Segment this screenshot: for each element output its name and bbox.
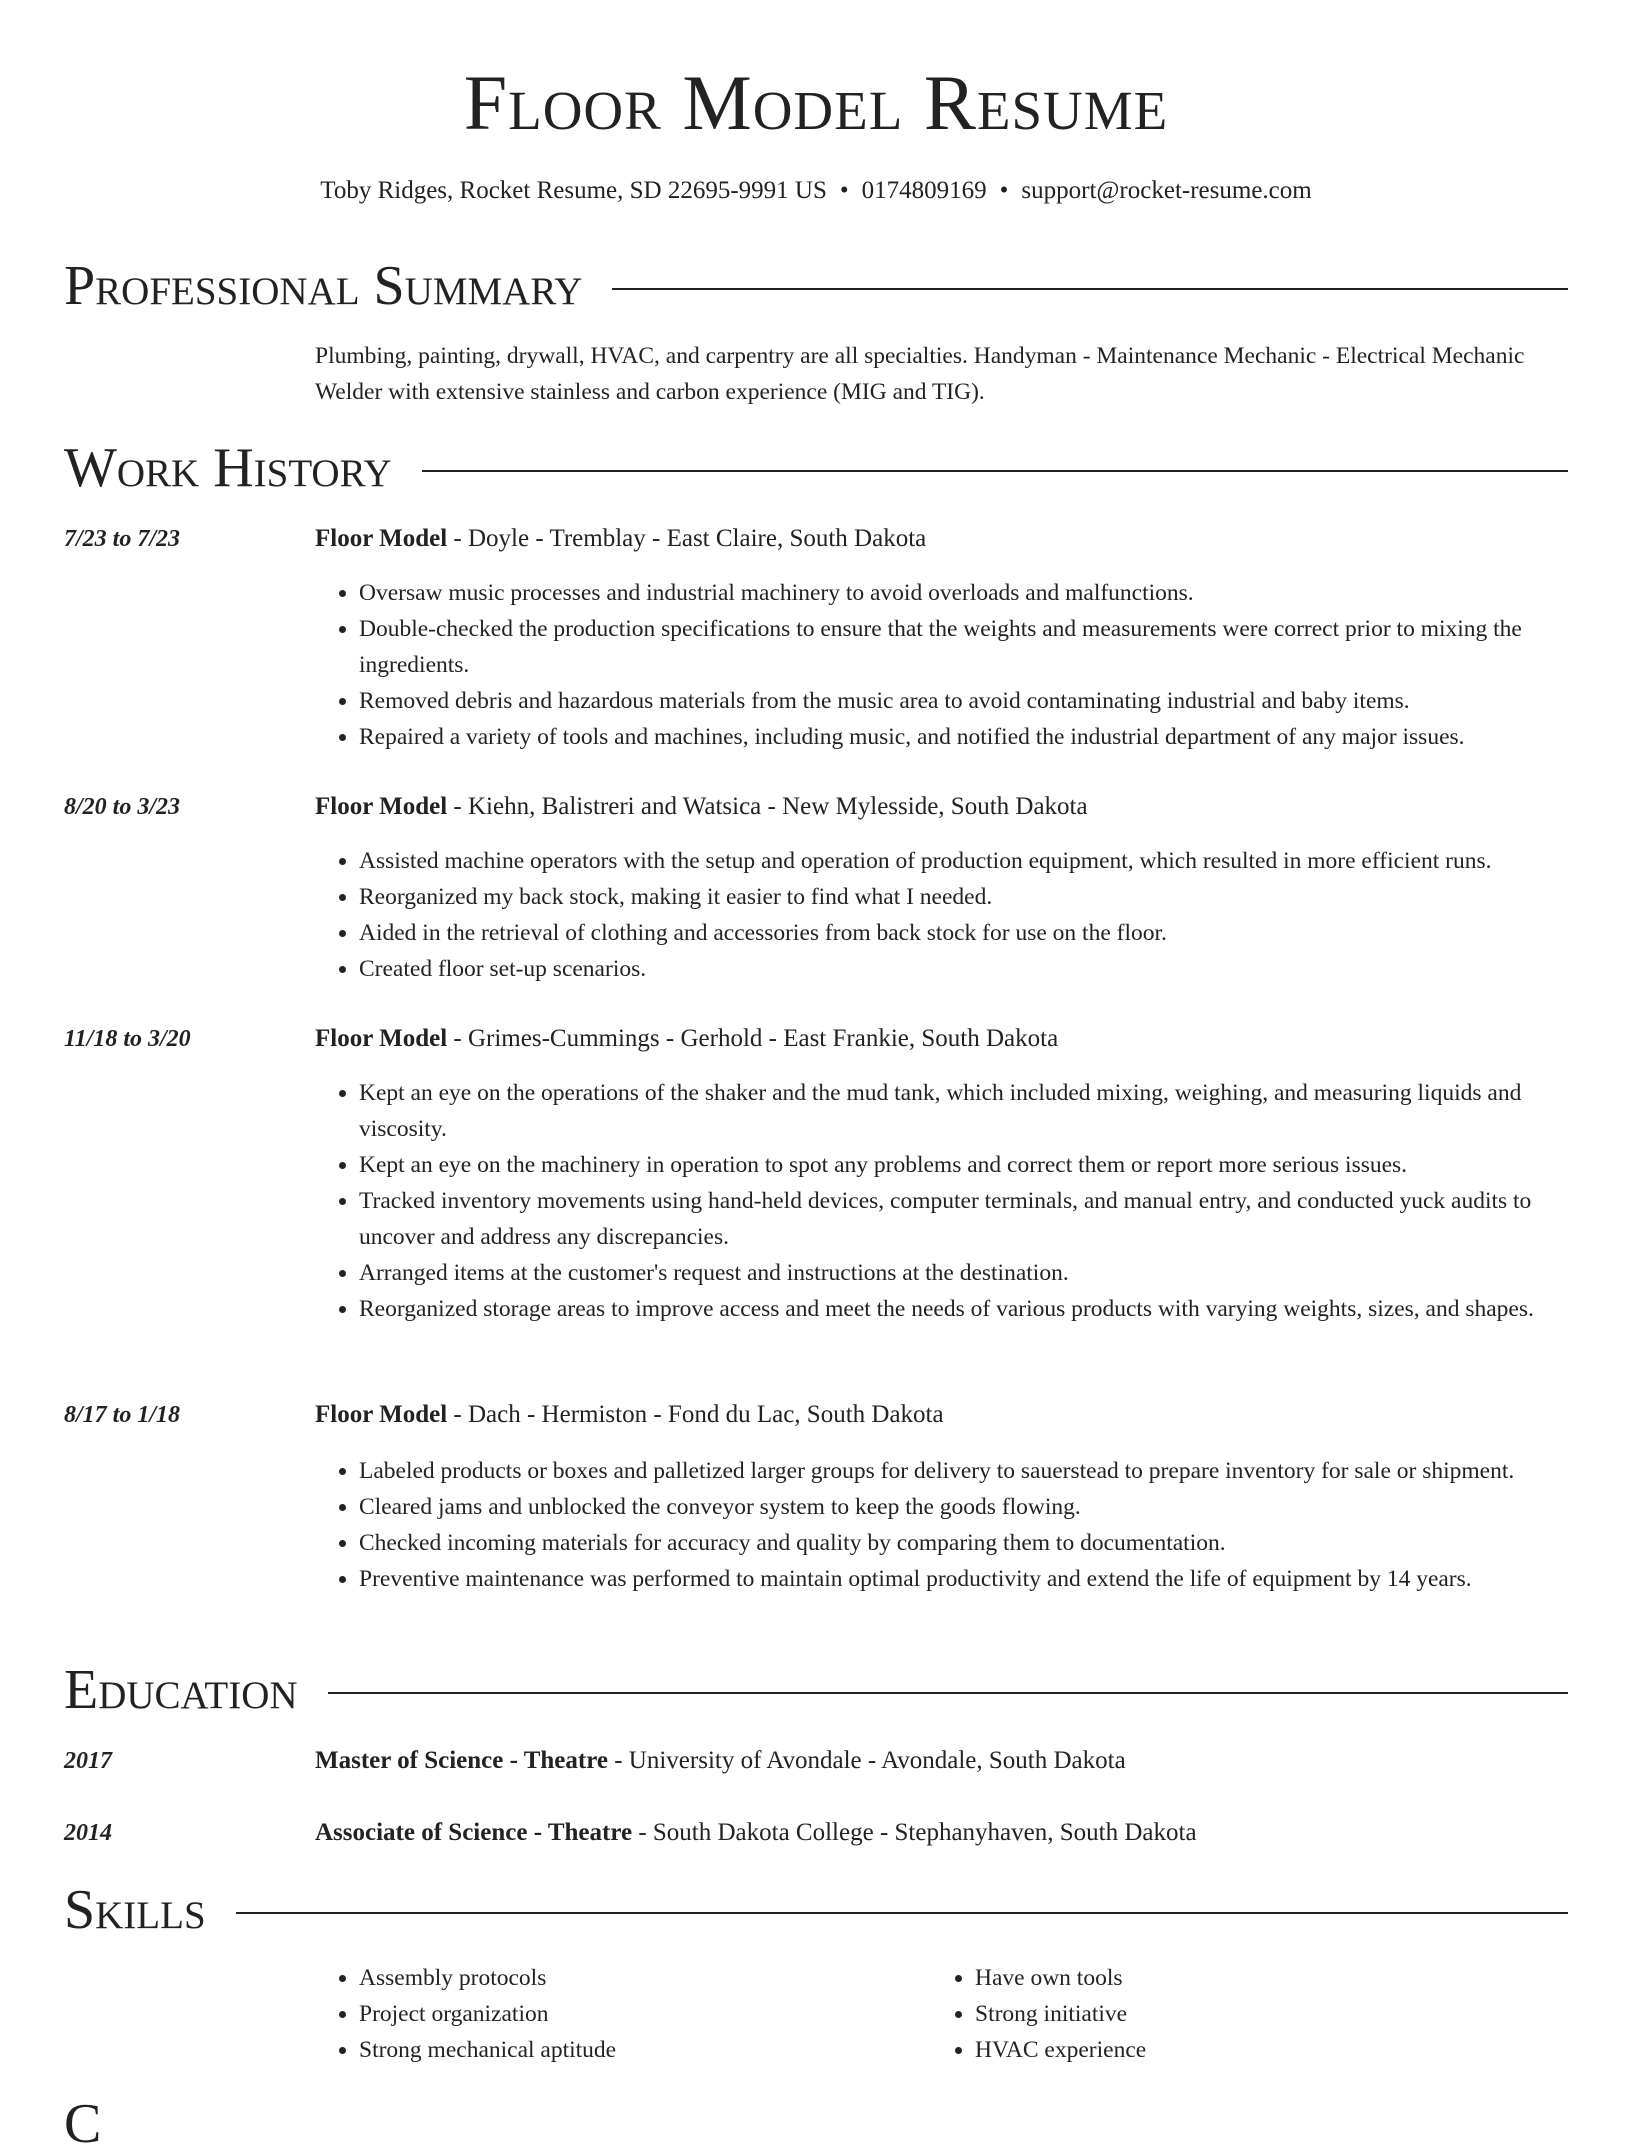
contact-email: support@rocket-resume.com bbox=[1021, 177, 1312, 204]
job-heading bbox=[315, 1398, 944, 1432]
contact-separator: • bbox=[999, 177, 1009, 204]
job-duties bbox=[315, 1453, 1579, 1597]
job-duty: • Kept an eye on the machinery in operation to spot any problems and correct them or report more serious issues. bbox=[359, 1147, 1579, 1183]
section-title: Professional Summary bbox=[64, 255, 583, 317]
education-year: 2014 bbox=[64, 1820, 112, 1846]
job-heading bbox=[315, 790, 1088, 824]
contact-separator: • bbox=[839, 177, 849, 204]
job-duty: • Kept an eye on the operations of the shaker and the mud tank, which included mixing, weighing, and measuring liquids and viscosity. bbox=[359, 1075, 1579, 1147]
education-degree: Master of Science - Theatre bbox=[315, 1747, 608, 1774]
job-duty: • Preventive maintenance was performed to maintain optimal productivity and extend the life of equipment by 14 years. bbox=[359, 1561, 1579, 1597]
section-header-skills bbox=[64, 1878, 1568, 1942]
skill-item: • Project organization bbox=[359, 1996, 616, 2032]
section-title: Education bbox=[64, 1659, 298, 1721]
section-rule bbox=[236, 1912, 1568, 1914]
job-duties bbox=[315, 1075, 1579, 1327]
job-duty: • Reorganized storage areas to improve access and meet the needs of various products with varying weights, sizes, and shapes. bbox=[359, 1291, 1579, 1327]
job-duty: • Assisted machine operators with the setup and operation of production equipment, which resulted in more efficient runs. bbox=[359, 843, 1579, 879]
job-title: Floor Model bbox=[315, 793, 448, 820]
job-dates: 7/23 to 7/23 bbox=[64, 526, 181, 552]
education-school: - South Dakota College - Stephanyhaven, South Dakota bbox=[632, 1819, 1197, 1846]
job-duty: • Cleared jams and unblocked the conveyor system to keep the goods flowing. bbox=[359, 1489, 1579, 1525]
job-employer: - Kiehn, Balistreri and Watsica - New Mylesside, South Dakota bbox=[447, 793, 1088, 820]
skills-list-right bbox=[931, 1960, 1146, 2068]
job-duties bbox=[315, 843, 1579, 987]
skill-item: • Have own tools bbox=[975, 1960, 1146, 1996]
section-header-education bbox=[64, 1658, 1568, 1722]
job-duty: • Created floor set-up scenarios. bbox=[359, 951, 1579, 987]
job-duty: • Tracked inventory movements using hand-held devices, computer terminals, and manual entry, and conducted yuck audits to uncover and address any discrepancies. bbox=[359, 1183, 1579, 1255]
section-rule bbox=[422, 470, 1568, 472]
job-duty: • Removed debris and hazardous materials from the music area to avoid contaminating industrial and baby items. bbox=[359, 683, 1579, 719]
job-heading bbox=[315, 522, 926, 556]
section-rule bbox=[328, 1692, 1568, 1694]
section-header-work-history bbox=[64, 436, 1568, 500]
education-year: 2017 bbox=[64, 1748, 112, 1774]
job-dates: 8/17 to 1/18 bbox=[64, 1402, 181, 1428]
education-heading bbox=[315, 1816, 1197, 1850]
job-title: Floor Model bbox=[315, 1025, 448, 1052]
job-duty: • Repaired a variety of tools and machines, including music, and notified the industrial department of any major issues. bbox=[359, 719, 1579, 755]
job-duty: • Oversaw music processes and industrial machinery to avoid overloads and malfunctions. bbox=[359, 575, 1579, 611]
skill-item: • Strong mechanical aptitude bbox=[359, 2032, 616, 2068]
job-title: Floor Model bbox=[315, 1401, 448, 1428]
job-duty: • Reorganized my back stock, making it easier to find what I needed. bbox=[359, 879, 1579, 915]
job-dates: 11/18 to 3/20 bbox=[64, 1026, 191, 1052]
section-title: Work History bbox=[64, 437, 392, 499]
job-duty: • Labeled products or boxes and palletized larger groups for delivery to sauerstead to prepare inventory for sale or shipment. bbox=[359, 1453, 1579, 1489]
education-school: - University of Avondale - Avondale, South Dakota bbox=[607, 1747, 1126, 1774]
summary-text: Plumbing, painting, drywall, HVAC, and carpentry are all specialties. Handyman - Maintenance Mechanic - Electrical Mechanic Welder with extensive stainless and carbon experience (MIG and TIG). bbox=[315, 343, 1525, 405]
job-duty: • Double-checked the production specifications to ensure that the weights and measurements were correct prior to mixing the ingredients. bbox=[359, 611, 1579, 683]
job-duties bbox=[315, 575, 1579, 755]
contact-phone: 0174809169 bbox=[861, 177, 987, 204]
job-employer: - Doyle - Tremblay - East Claire, South Dakota bbox=[447, 525, 927, 552]
contact-address: Toby Ridges, Rocket Resume, SD 22695-9991 US bbox=[320, 177, 827, 204]
education-heading bbox=[315, 1744, 1126, 1778]
section-rule bbox=[612, 288, 1568, 290]
section-title: Skills bbox=[64, 1879, 206, 1941]
skill-item: • Assembly protocols bbox=[359, 1960, 616, 1996]
job-duty: • Checked incoming materials for accuracy and quality by comparing them to documentation. bbox=[359, 1525, 1579, 1561]
job-dates: 8/20 to 3/23 bbox=[64, 794, 181, 820]
job-duty: • Aided in the retrieval of clothing and accessories from back stock for use on the floor. bbox=[359, 915, 1579, 951]
skill-item: • Strong initiative bbox=[975, 1996, 1146, 2032]
contact-line bbox=[0, 176, 1632, 206]
job-employer: - Grimes-Cummings - Gerhold - East Frankie, South Dakota bbox=[447, 1025, 1059, 1052]
next-section-title-cut-off: C bbox=[64, 2093, 102, 2155]
skill-item: • HVAC experience bbox=[975, 2032, 1146, 2068]
job-title: Floor Model bbox=[315, 525, 448, 552]
job-heading bbox=[315, 1022, 1058, 1056]
job-employer: - Dach - Hermiston - Fond du Lac, South Dakota bbox=[447, 1401, 944, 1428]
education-degree: Associate of Science - Theatre bbox=[315, 1819, 633, 1846]
job-duty: • Arranged items at the customer's request and instructions at the destination. bbox=[359, 1255, 1579, 1291]
resume-title: Floor Model Resume bbox=[463, 59, 1169, 146]
section-header-summary bbox=[64, 254, 1568, 318]
skills-list-left bbox=[315, 1960, 616, 2068]
